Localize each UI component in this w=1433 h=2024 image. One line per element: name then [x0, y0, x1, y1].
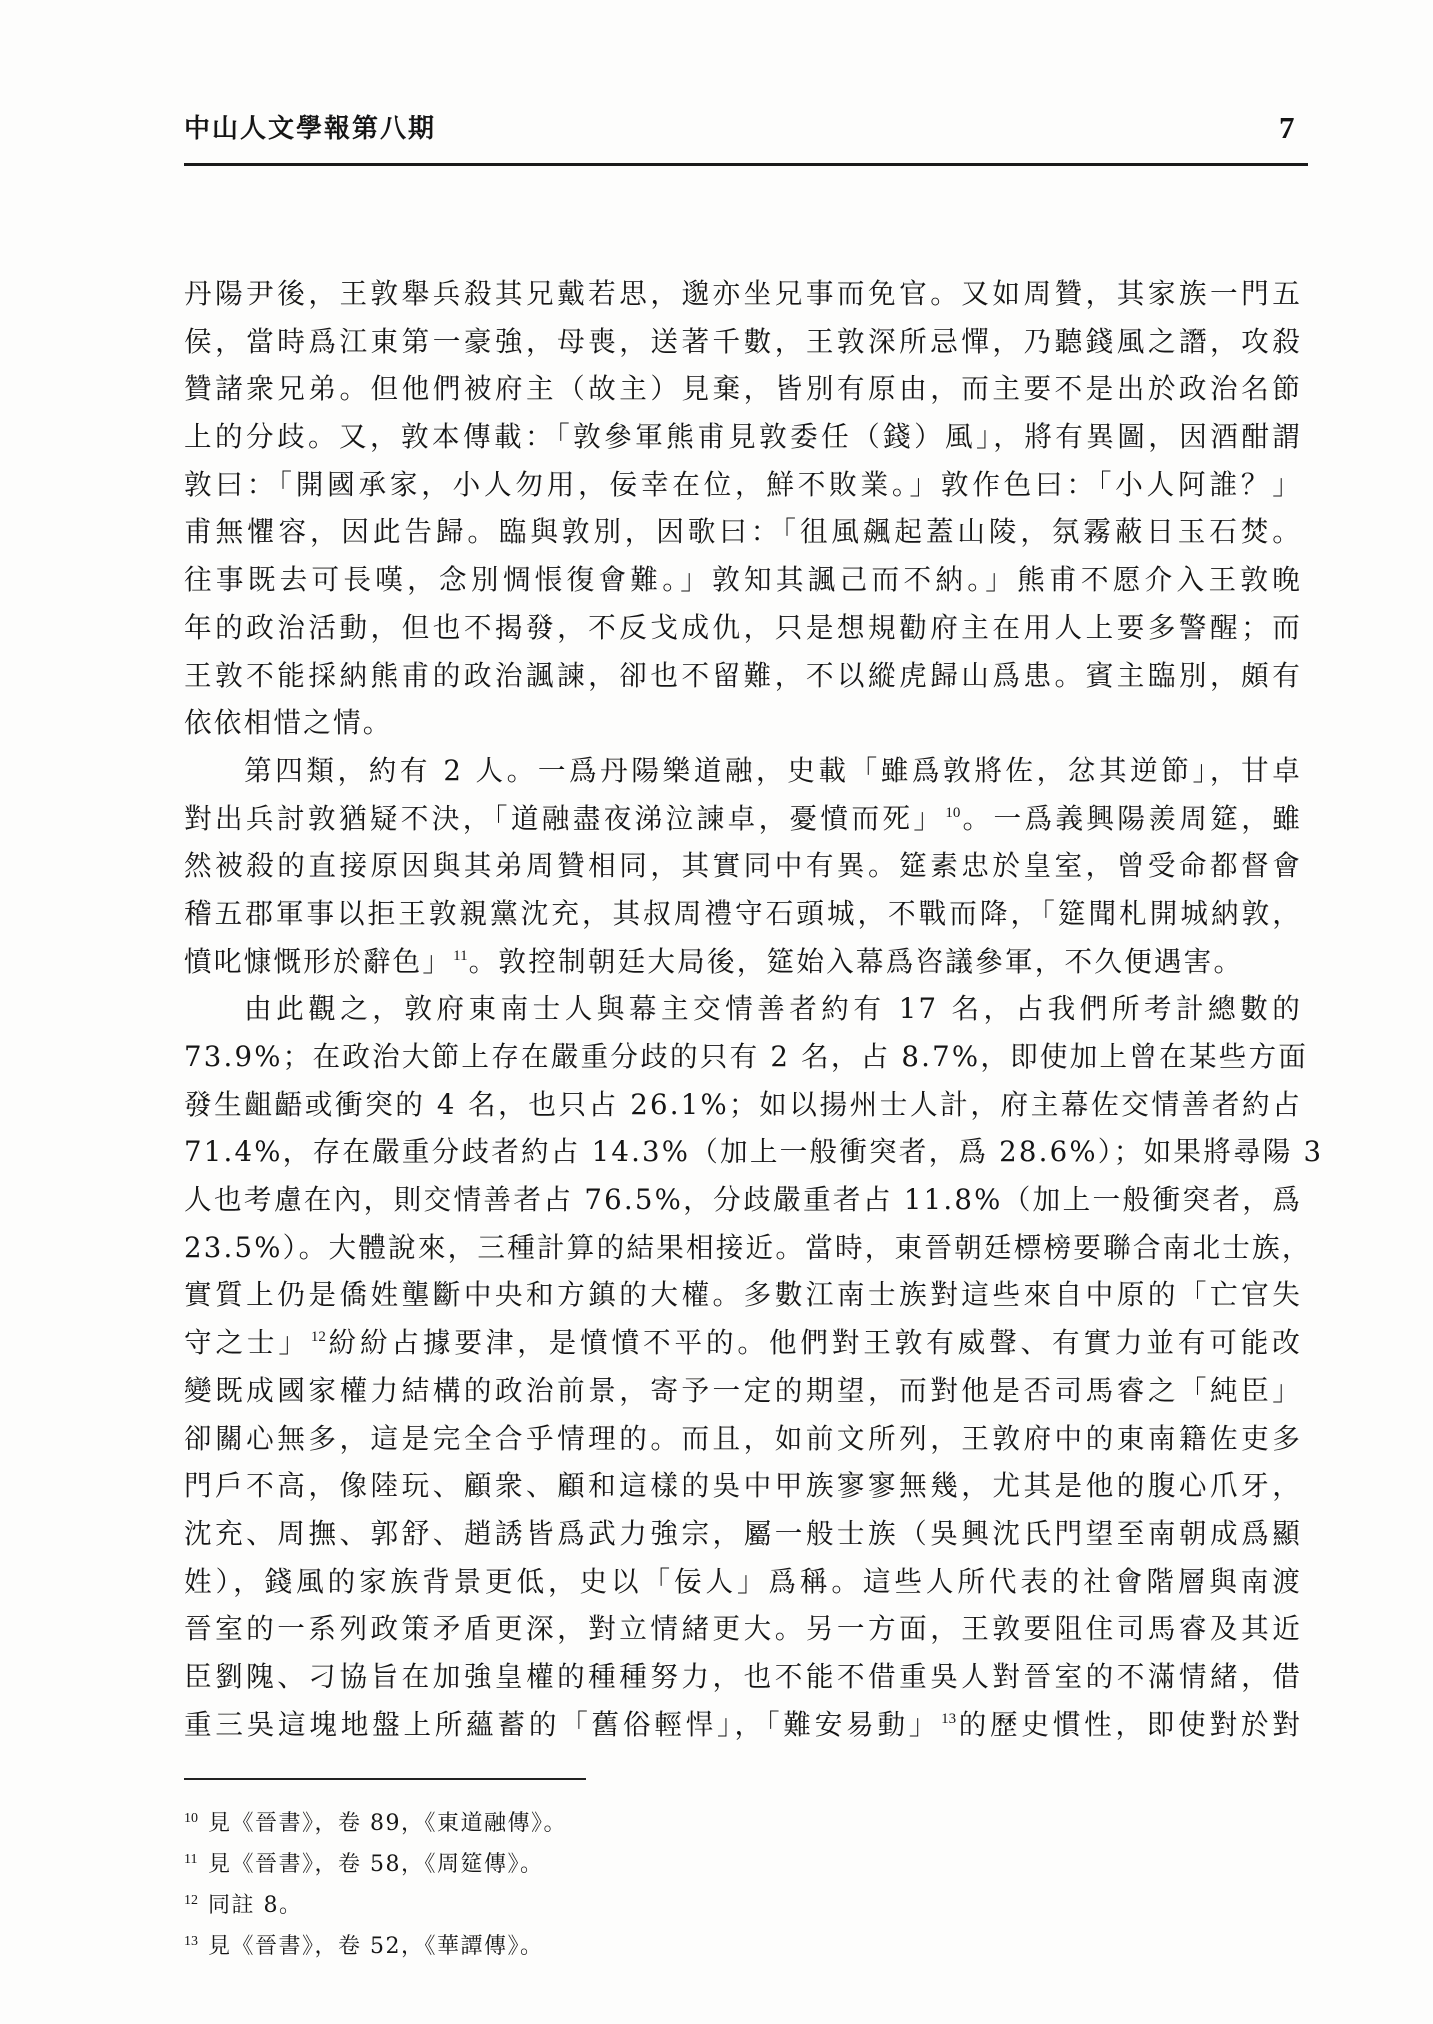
text-line: 發生齟齬或衝突的 4 名，也只占 26.1%；如以揚州士人計，府主幕佐交情善者約占	[184, 1087, 1302, 1121]
header-rule	[184, 163, 1308, 166]
text-line: 73.9%；在政治大節上存在嚴重分歧的只有 2 名，占 8.7%，即使加上曾在某些方面	[184, 1040, 1309, 1073]
footnote-text: 同註 8。	[208, 1893, 303, 1918]
text-line: 然被殺的直接原因與其弟周贊相同，其實同中有異。筵素忠於皇室，曾受命都督會	[184, 849, 1302, 883]
footnote-ref: 10	[945, 804, 961, 821]
text-line: 姓），錢風的家族背景更低，史以「佞人」爲稱。這些人所代表的社會階層與南渡	[184, 1564, 1302, 1598]
footnote: 10 見《晉書》，卷 89，《東道融傳》。	[184, 1811, 567, 1836]
footnote: 11 見《晉書》，卷 58，《周筵傳》。	[184, 1852, 544, 1877]
footnote-ref: 13	[941, 1710, 957, 1727]
text-line: 甫無懼容，因此告歸。臨與敦別，因歌曰：「徂風飆起蓋山陵，氛霧蔽日玉石焚。	[184, 515, 1302, 549]
text-line	[184, 938, 1302, 986]
paragraph	[184, 747, 1302, 985]
text-line: 臣劉隗、刁協旨在加強皇權的種種努力，也不能不借重吳人對晉室的不滿情緒，借	[184, 1659, 1302, 1693]
text-line: 侯，當時爲江東第一豪強，母喪，送著千數，王敦深所忌憚，乃聽錢風之譖，攻殺	[184, 324, 1302, 358]
footnote-ref: 11	[453, 947, 468, 964]
text-line: 敦曰：「開國承家，小人勿用，佞幸在位，鮮不敗業。」敦作色曰：「小人阿誰？」	[184, 467, 1302, 501]
footnotes	[184, 1803, 984, 1967]
text-line: 實質上仍是僑姓壟斷中央和方鎮的大權。多數江南士族對這些來自中原的「亡官失	[184, 1278, 1302, 1312]
text-line	[184, 1701, 1302, 1749]
text-line: 丹陽尹後，王敦舉兵殺其兄戴若思，邈亦坐兄事而免官。又如周贊，其家族一門五	[184, 277, 1302, 310]
page-number: 7	[1279, 110, 1295, 145]
text-line: 71.4%，存在嚴重分歧者約占 14.3%（加上一般衝突者，爲 28.6%）；如果將尋陽 3	[184, 1135, 1324, 1169]
footnote: 12 同註 8。	[184, 1893, 303, 1918]
text-line: 晉室的一系列政策矛盾更深，對立情緒更大。另一方面，王敦要阻住司馬睿及其近	[184, 1612, 1302, 1646]
footnote-text: 見《晉書》，卷 89，《東道融傳》。	[208, 1811, 567, 1836]
text-line: 由此觀之，敦府東南士人與幕主交情善者約有 17 名，占我們所考計總數的	[244, 992, 1302, 1026]
line-text: 紛紛占據要津，是憤憤不平的。他們對王敦有威聲、有實力並有可能改	[326, 1326, 1302, 1360]
line-text: 重三吳這塊地盤上所蘊蓄的「舊俗輕悍」，「難安易動」	[184, 1707, 941, 1741]
line-text: 。敦控制朝廷大局後，筵始入幕爲咨議參軍，不久便遇害。	[468, 944, 1244, 978]
text-line: 依依相惜之情。	[184, 706, 393, 740]
text-line: 稽五郡軍事以拒王敦親黨沈充，其叔周禮守石頭城，不戰而降，「筵聞札開城納敦，	[184, 896, 1302, 930]
line-text: 憤叱慷慨形於辭色」	[184, 944, 453, 978]
line-text: 對出兵討敦猶疑不決，「道融盡夜涕泣諫卓，憂憤而死」	[184, 801, 945, 835]
text-line: 人也考慮在內，則交情善者占 76.5%，分歧嚴重者占 11.8%（加上一般衝突者，爲	[184, 1183, 1302, 1217]
footnote-text: 見《晉書》，卷 58，《周筵傳》。	[208, 1852, 544, 1877]
paragraph	[184, 985, 1324, 1748]
body-text	[184, 270, 1324, 1748]
text-line: 上的分歧。又，敦本傳載：「敦參軍熊甫見敦委任（錢）風」，將有異圖，因酒酣謂	[184, 420, 1302, 454]
text-line: 23.5%）。大體說來，三種計算的結果相接近。當時，東晉朝廷標榜要聯合南北士族，	[184, 1230, 1312, 1264]
footnote: 13 見《晉書》，卷 52，《華譚傳》。	[184, 1934, 544, 1959]
footnote-ref: 12	[310, 1329, 326, 1346]
text-line	[184, 1319, 1302, 1367]
line-text: 的歷史慣性，即使對於對	[957, 1707, 1303, 1741]
text-line: 第四類，約有 2 人。一爲丹陽樂道融，史載「雖爲敦將佐，忿其逆節」，甘卓	[244, 753, 1302, 787]
text-line: 變既成國家權力結構的政治前景，寄予一定的期望，而對他是否司馬睿之「純臣」	[184, 1373, 1302, 1407]
line-text: 守之士」	[184, 1326, 310, 1360]
text-line: 往事既去可長嘆，念別惆悵復會難。」敦知其諷己而不納。」熊甫不愿介入王敦晚	[184, 563, 1302, 597]
text-line: 卻關心無多，這是完全合乎情理的。而且，如前文所列，王敦府中的東南籍佐吏多	[184, 1421, 1302, 1455]
journal-title: 中山人文學報第八期	[184, 114, 437, 144]
paragraph	[184, 270, 1302, 747]
text-line: 王敦不能採納熊甫的政治諷諫，卻也不留難，不以縱虎歸山爲患。賓主臨別，頗有	[184, 658, 1302, 692]
text-line	[184, 795, 1302, 843]
text-line: 門戶不高，像陸玩、顧衆、顧和這樣的吳中甲族寥寥無幾，尤其是他的腹心爪牙，	[184, 1469, 1302, 1503]
text-line: 贊諸衆兄弟。但他們被府主（故主）見棄，皆別有原由，而主要不是出於政治名節	[184, 372, 1302, 406]
footnote-separator	[184, 1778, 586, 1780]
footnote-text: 見《晉書》，卷 52，《華譚傳》。	[208, 1934, 544, 1959]
text-line: 沈充、周撫、郭舒、趙誘皆爲武力強宗，屬一般士族（吳興沈氏門望至南朝成爲顯	[184, 1516, 1302, 1550]
line-text: 。一爲義興陽羨周筵，雖	[961, 801, 1303, 835]
text-line: 年的政治活動，但也不揭發，不反戈成仇，只是想規勸府主在用人上要多警醒；而	[184, 610, 1302, 644]
